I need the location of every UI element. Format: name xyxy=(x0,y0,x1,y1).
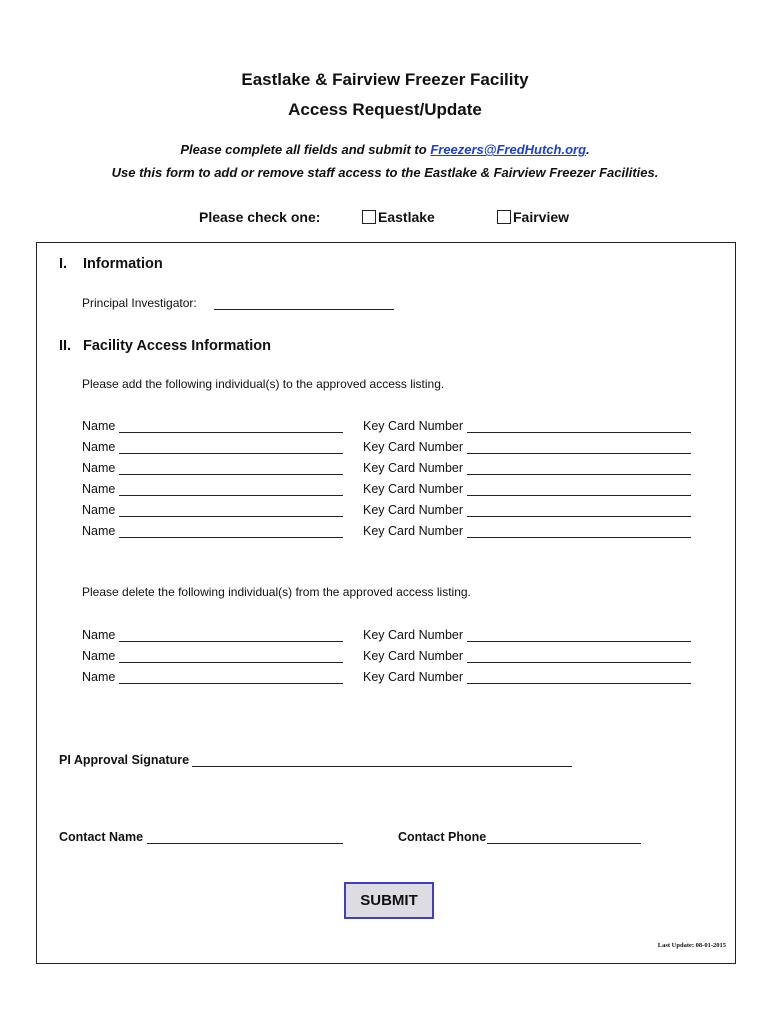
key-card-label: Key Card Number xyxy=(363,461,464,475)
name-label: Name xyxy=(82,649,116,663)
eastlake-checkbox[interactable] xyxy=(362,210,376,224)
name-input-line[interactable] xyxy=(119,439,343,454)
instruction-line-2: Use this form to add or remove staff access to the Eastlake & Fairview Freezer Facilities. xyxy=(111,165,659,180)
name-input-line[interactable] xyxy=(119,460,343,475)
add-keycard-field xyxy=(363,523,691,538)
delete-name-field xyxy=(82,669,343,684)
name-label: Name xyxy=(82,419,116,433)
name-input-line[interactable] xyxy=(119,502,343,517)
add-keycard-field xyxy=(363,481,691,496)
section-title: Information xyxy=(83,256,163,272)
contact-name-line[interactable] xyxy=(147,829,343,844)
pi-field xyxy=(82,295,394,310)
name-label: Name xyxy=(82,440,116,454)
name-label: Name xyxy=(82,503,116,517)
delete-name-field xyxy=(82,648,343,663)
contact-phone-label: Contact Phone xyxy=(398,830,487,844)
fairview-label: Fairview xyxy=(513,209,570,225)
name-input-line[interactable] xyxy=(119,627,343,642)
delete-instructions: Please delete the following individual(s) from the approved access listing. xyxy=(82,585,471,599)
add-name-field xyxy=(82,460,343,475)
name-label: Name xyxy=(82,628,116,642)
section-number: II. xyxy=(59,338,72,354)
section-number: I. xyxy=(59,256,68,272)
add-keycard-field xyxy=(363,439,691,454)
eastlake-label: Eastlake xyxy=(378,209,435,225)
add-name-field xyxy=(82,418,343,433)
eastlake-option[interactable] xyxy=(362,209,435,225)
name-input-line[interactable] xyxy=(119,523,343,538)
add-name-field xyxy=(82,439,343,454)
add-keycard-field xyxy=(363,502,691,517)
name-input-line[interactable] xyxy=(119,481,343,496)
key-card-label: Key Card Number xyxy=(363,482,464,496)
form-subtitle: Access Request/Update xyxy=(288,100,482,119)
add-keycard-field xyxy=(363,460,691,475)
key-card-input-line[interactable] xyxy=(467,627,691,642)
contact-name-label: Contact Name xyxy=(59,830,144,844)
key-card-label: Key Card Number xyxy=(363,524,464,538)
key-card-input-line[interactable] xyxy=(467,523,691,538)
key-card-input-line[interactable] xyxy=(467,502,691,517)
contact-phone-line[interactable] xyxy=(487,829,641,844)
key-card-label: Key Card Number xyxy=(363,649,464,663)
pi-signature-field xyxy=(59,752,572,767)
key-card-label: Key Card Number xyxy=(363,503,464,517)
pi-signature-label: PI Approval Signature xyxy=(59,753,190,767)
fairview-option[interactable] xyxy=(497,209,569,225)
pi-input-line[interactable] xyxy=(214,295,394,310)
key-card-input-line[interactable] xyxy=(467,481,691,496)
last-update-text: Last Update: 08-01-2015 xyxy=(657,942,726,949)
add-name-field xyxy=(82,523,343,538)
add-name-field xyxy=(82,481,343,496)
key-card-label: Key Card Number xyxy=(363,628,464,642)
delete-name-field xyxy=(82,627,343,642)
add-name-field xyxy=(82,502,343,517)
section-title: Facility Access Information xyxy=(83,338,272,354)
section-facility-access-heading xyxy=(59,338,271,354)
name-input-line[interactable] xyxy=(119,669,343,684)
fairview-checkbox[interactable] xyxy=(497,210,511,224)
delete-keycard-field xyxy=(363,669,691,684)
add-keycard-field xyxy=(363,418,691,433)
email-link[interactable]: Freezers@FredHutch.org xyxy=(430,142,587,157)
key-card-input-line[interactable] xyxy=(467,439,691,454)
key-card-input-line[interactable] xyxy=(467,418,691,433)
name-label: Name xyxy=(82,482,116,496)
pi-label: Principal Investigator: xyxy=(82,296,197,310)
name-input-line[interactable] xyxy=(119,418,343,433)
name-label: Name xyxy=(82,461,116,475)
pi-signature-line[interactable] xyxy=(192,752,572,767)
instruction-line-1 xyxy=(0,142,770,157)
contact-name-field xyxy=(59,829,343,844)
key-card-input-line[interactable] xyxy=(467,669,691,684)
submit-button[interactable]: SUBMIT xyxy=(344,882,434,919)
instruction-suffix: . xyxy=(586,142,590,157)
add-instructions: Please add the following individual(s) to the approved access listing. xyxy=(82,377,445,391)
key-card-label: Key Card Number xyxy=(363,440,464,454)
key-card-label: Key Card Number xyxy=(363,670,464,684)
key-card-input-line[interactable] xyxy=(467,460,691,475)
section-information-heading xyxy=(59,256,163,272)
delete-keycard-field xyxy=(363,627,691,642)
key-card-input-line[interactable] xyxy=(467,648,691,663)
contact-phone-field xyxy=(398,829,641,844)
check-one-label: Please check one: xyxy=(199,209,321,225)
form-title: Eastlake & Fairview Freezer Facility xyxy=(241,70,529,89)
key-card-label: Key Card Number xyxy=(363,419,464,433)
name-label: Name xyxy=(82,670,116,684)
name-label: Name xyxy=(82,524,116,538)
name-input-line[interactable] xyxy=(119,648,343,663)
instruction-prefix: Please complete all fields and submit to xyxy=(180,142,431,157)
delete-keycard-field xyxy=(363,648,691,663)
